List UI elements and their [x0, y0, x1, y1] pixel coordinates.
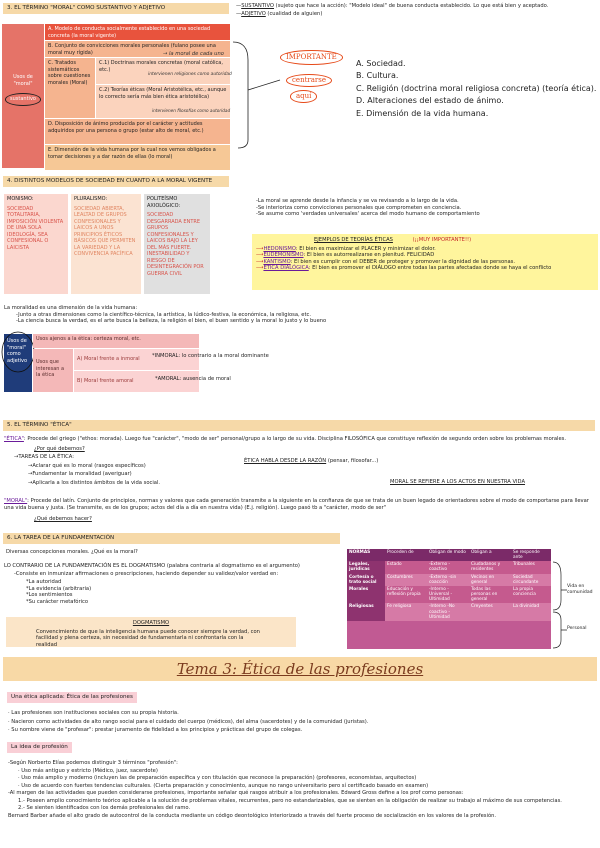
consiste: -Consiste en inmunizar afirmaciones o prescripciones, haciendo depender su validez/valor verdad en:: [14, 571, 279, 577]
moral-actos: MORAL SE REFIERE A LOS ACTOS EN NUESTRA VIDA: [390, 479, 526, 485]
ej-hedonismo: ⟶HEDONISMO: El bien es maximizar el PLACER y minimizar el dolor.: [256, 245, 436, 252]
section-3-header: 3. EL TÉRMINO "MORAL" COMO SUSTANTIVO Y ADJETIVO: [3, 3, 229, 14]
note-centrarse: centrarse: [286, 74, 332, 87]
etica-aplicada-header: Una ética aplicada: Ética de las profesiones: [7, 692, 137, 703]
idea-profesion-text: -Según Norberto Elías podemos distinguir 3 términos "profesión": · Uso más antiguo y estricto (Médico, juez, sacerdote) · Uso más amplio y moderno (incluyen las de preparación específica y con titulación que reconoce la preparación) (profesores, economistas, arquitectos) · Uso de acuerdo con fuertes tendencias culturales. (Cierta preparación y conocimiento, aunque no rango universitario pero sí certificado basado en examen) -Al margen de las actividades que pueden considerarse profesiones, importante señalar qué rasgos atribuir a los profesionales. Edward Gross define a los prof como personas: 1.- Poseen amplio conocimiento teórico aplicable a la solución de problemas vitales, recurrentes, pero no estandarizables, que se sienten en la obligación de realizar su trabajo al máximo de sus competencias. 2.- Se sienten identificados con los demás profesionales del ramo. Bernard Barber añade el alto grado de autocontrol de la conducta mediante un código deontológico interiorizado a través del fuerte proceso de socialización en los valores de la profesión.: [8, 760, 562, 819]
bracket-arrow: [230, 40, 285, 150]
table-cell: La propia conciencia: [513, 586, 536, 598]
table-header-cell: Se responde ante: [513, 550, 540, 561]
uso-c1-note: intervienen religiones como autoridad: [148, 72, 232, 77]
politeismo-box: POLITEÍSMO AXIOLÓGICO: SOCIEDAD DESGARRADA ENTRE GRUPOS CONFESIONALES Y LAICOS BAJO LA LEY DEL MÁS FUERTE. INESTABILIDAD Y RIESGO DE DESINTEGRACIÓN POR GUERRA CIVIL: [144, 194, 210, 294]
section-6-header: 6. LA TAREA DE LA FUNDAMENTACIÓN: [3, 533, 340, 544]
sustantivo-circled: sustantivo: [5, 93, 41, 106]
table-row: [347, 574, 551, 586]
table-cell: Todas las personas en general: [471, 586, 498, 603]
moral-def: "MORAL": Procede del latín. Conjunto de principios, normas y valores que cada generación transmite a la siguiente en la confianza de que se trata de un buen legado de orientadores sobre el modo de comportarse para llevar una vida buena y justa. (Se transmite, es de los grupos; actos del día a día en nuestra vida) (E.j. religión). Luego pasó tb a "carácter, modo de ser": [4, 498, 589, 511]
table-cell: Fe religiosa: [387, 604, 412, 610]
inmoral-def: *INMORAL: lo contrario a la moral dominante: [152, 353, 269, 359]
uso-c2-note: intervienen filosofías como autoridad: [152, 108, 231, 113]
table-cell: Creyentes: [471, 604, 493, 610]
table-cell: Tribunales: [513, 562, 535, 568]
lo-contrario: LO CONTRARIO DE LA FUNDAMENTACIÓN ES EL DOGMATISMO (palabra contraria al dogmatismo es el argumento): [4, 563, 300, 569]
note-aqui: aquí: [290, 90, 317, 103]
table-cell: Costumbres: [387, 574, 413, 580]
table-row: [347, 603, 551, 620]
uso-c: C. Tratados sistemáticos sobre cuestiones morales (Moral): [45, 58, 95, 118]
tema3-banner: [3, 657, 597, 681]
ej-kantismo: ⟶KANTISMO: El bien es cumplir con el DEBER de proteger y promover la dignidad de las personas.: [256, 258, 516, 265]
section-5-header: 5. EL TÉRMINO "ÉTICA": [3, 420, 595, 431]
usos-ajenos: Usos ajenos a la ética: certeza moral, etc.: [33, 334, 199, 348]
tareas-etica: →TAREAS DE LA ÉTICA: →Aclarar qué es lo moral (rasgos específicos) →Fundamentar la moralidad (averiguar) →Aplicarla a los distintos ámbitos de la vida social.: [14, 454, 161, 486]
def-sustantivo: —SUSTANTIVO (sujeto que hace la acción): "Modelo ideal" de buena conducta establecido. Lo que está bien y aceptado.: [236, 3, 549, 9]
uso-c2: C.2) Teorías éticas (Moral Aristotélica, etc., aunque lo correcto sería más bien ética aristotélica): [96, 85, 230, 118]
dogmatismo-items: *La autoridad *La evidencia (arbitraria) *Los sentimientos *Su carácter metafórico: [26, 579, 92, 605]
vida-comunidad-label: Vida en comunidad: [567, 584, 593, 595]
pluralismo-box: PLURALISMO: SOCIEDAD ABIERTA, LEALTAD DE GRUPOS CONFESIONALES Y LAICOS A UNOS PRINCIPIOS ÉTICOS BÁSICOS QUE PERMITEN LA VARIEDAD Y LA CONVIVENCIA PACÍFICA: [71, 194, 141, 294]
usos-interesan: Usos que interesan a la ética: [33, 349, 73, 392]
uses-list: A. Sociedad. B. Cultura. C. Religión (doctrina moral religiosa concreta) (teoría ética). D. Alteraciones del estado de ánimo. E. Dimensión de la vida humana.: [356, 59, 597, 118]
idea-profesion-header: La idea de profesión: [7, 742, 72, 753]
por-que-debemos: ¿Por qué debemos?: [34, 446, 85, 452]
table-row: [347, 586, 551, 603]
table-cell: Ciudadanos y residentes: [471, 562, 501, 573]
moralidad-text: La moralidad es una dimensión de la vida humana: -Junto a otras dimensiones como la científico-técnica, la artística, la lúdico-festiva, la económica, la religiosa, etc. -La ciencia busca la verdad, es el arte busca la belleza, la religión el bien, el buen sentido y la moral lo justo y lo bueno: [4, 305, 327, 324]
uso-e: E. Dimensión de la vida humana por la cual nos vemos obligados a tomar decisiones y a dar razón de ellas (lo moral): [45, 145, 230, 170]
table-cell: Religiosas: [347, 603, 385, 620]
table-header: [347, 549, 551, 561]
uso-b: B. Conjunto de convicciones morales personales (fulano posee una moral muy rígida): [45, 41, 230, 57]
tema3-title: Tema 3: Ética de las profesiones: [176, 660, 424, 678]
table-row: [347, 561, 551, 573]
ej-eudemonismo: ⟶EUDEMONISMO: El bien es autorrealizarse en plenitud. FELICIDAD: [256, 252, 435, 258]
normas-table: [347, 549, 551, 621]
uso-b-note: → la moral de cada uno: [163, 51, 224, 57]
moral-frente-amoral: B) Moral frente amoral: [74, 371, 199, 392]
amoral-def: *AMORAL: ausencia de moral: [155, 376, 231, 382]
table-cell: Morales: [347, 586, 385, 603]
table-cell: Cortesía o trato social: [347, 574, 385, 586]
uso-c1: C.1) Doctrinas morales concretas (moral católica, etc.): [96, 58, 230, 84]
uso-d: D. Disposición de ánimo producida por el carácter y actitudes adquiridos por una persona o grupo (estar alto de moral, etc.): [45, 119, 230, 144]
table-cell: -Interno -No coactivo -Ultimidad: [429, 604, 455, 620]
table-header-cell: Obligan de modo: [429, 550, 466, 555]
table-cell: Sociedad circundante: [513, 574, 539, 585]
etica-def: "ÉTICA": Procede del griego ("ethos: morada). Luego fue "carácter", "modo de ser" personal/grupo a lo largo de su vida. Disciplina FILOSÓFICA que constituye reflexión de segundo orden sobre los problemas morales.: [4, 436, 567, 442]
table-cell: Vecinos en general: [471, 574, 495, 585]
monismo-box: MONISMO: SOCIEDAD TOTALITARIA, IMPOSICIÓN VIOLENTA DE UNA SOLA IDEOLOGÍA, SEA CONFESIONAL O LAICISTA: [4, 194, 68, 294]
table-header-cell: NORMAS: [349, 550, 371, 555]
note-importante: IMPORTANTE: [280, 50, 343, 65]
section-4-header: 4. DISTINTOS MODELOS DE SOCIEDAD EN CUANTO A LA MORAL VIGENTE: [3, 176, 229, 187]
table-cell: Legales, jurídicas: [347, 561, 385, 573]
ejemplos-box: EJEMPLOS DE TEORÍAS ÉTICAS (¡¡MUY IMPORTANTE!!) ⟶HEDONISMO: El bien es maximizar el PLACER y minimizar el dolor. ⟶EUDEMONISMO: El bien es autorrealizarse en plenitud. FELICIDAD ⟶KANTISMO: El bien es cumplir con el DEBER de proteger y promover la dignidad de las personas. ⟶ÉTICA DIALÓGICA: El bien es promover el DIÁLOGO entre todas las partes afectadas donde se haya el conflicto: [252, 234, 598, 290]
table-cell: -Externo -coactivo: [429, 562, 451, 573]
table-header-cell: Obligan a: [471, 550, 492, 555]
normas-table-wrap: [347, 549, 551, 649]
usos-moral-box: Usos de "moral" sustantivo: [2, 24, 44, 168]
table-cell: -Interno -Universal -Ultimidad: [429, 586, 452, 603]
def-adjetivo: —ADJETIVO (cualidad de alguien): [236, 11, 323, 17]
moral-bullets: -La moral se aprende desde la infancia y se va revisando a lo largo de la vida. -Se interioriza como convicciones personales que comprometen en conciencia. -Se asume como 'verdades universales' acerca del modo humano de comportamiento: [256, 198, 480, 217]
profesiones-bullets: · Las profesiones son instituciones sociales con su propia historia. · Nacieron como actividades de alto rango social para el cuidado del cuerpo (médicos), del alma (sacerdotes) y de la comunidad (juristas). · Su nombre viene de "profesar": prestar juramento de fidelidad a los principios y prácticas del grupo de colegas.: [8, 710, 369, 733]
etica-razon: ÉTICA HABLA DESDE LA RAZÓN (pensar, filosofar...): [244, 458, 379, 464]
personal-label: Personal: [567, 626, 587, 631]
moral-frente-inmoral: A) Moral frente a inmoral: [74, 349, 199, 370]
table-brackets: [551, 560, 571, 650]
table-cell: Educación y reflexión propia: [387, 586, 421, 598]
table-cell: La divinidad: [513, 604, 540, 610]
que-debemos-hacer: ¿Qué debemos hacer?: [34, 516, 92, 522]
ej-dialogica: ⟶ÉTICA DIALÓGICA: El bien es promover el DIÁLOGO entre todas las partes afectadas donde se haya el conflicto: [256, 265, 552, 271]
table-cell: Estado: [387, 562, 402, 568]
uso-a: A. Modelo de conducta socialmente establecido en una sociedad concreta (la moral vigente): [45, 24, 230, 40]
dogmatismo-box: DOGMATISMO Convencimiento de que la inteligencia humana puede conocer siempre la verdad, con facilidad y plena certeza, sin necesidad de fundamentarla ni confrontarla con la realidad: [6, 617, 296, 647]
table-cell: -Externo -sin coacción: [429, 574, 457, 585]
usos-adjetivo-box: Usos de "moral" como adjetivo: [4, 334, 32, 392]
table-header-cell: Proceden de: [387, 550, 414, 555]
diversas-concepciones: Diversas concepciones morales. ¿Qué es la moral?: [6, 549, 138, 555]
